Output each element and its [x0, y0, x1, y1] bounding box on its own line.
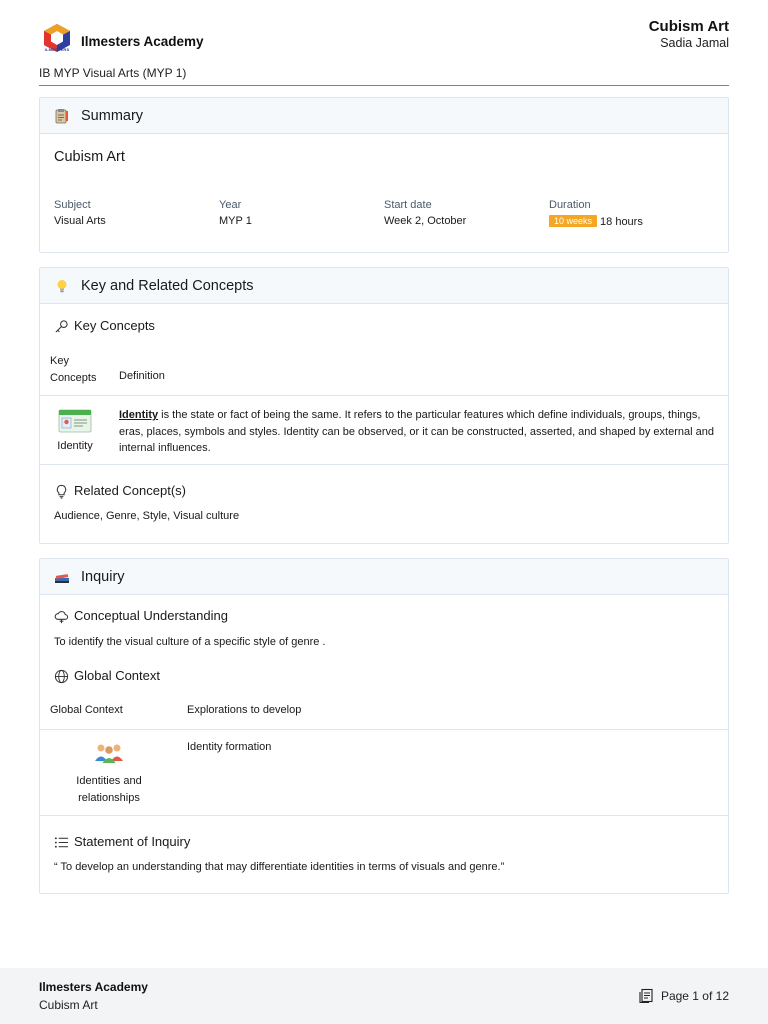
- duration-hours: 18 hours: [600, 216, 643, 228]
- summary-heading: Summary: [81, 108, 144, 124]
- start-date-value: Week 2, October: [384, 215, 467, 227]
- clipboard-icon: [54, 108, 70, 124]
- inquiry-header: [40, 559, 728, 595]
- program-label: IB MYP Visual Arts (MYP 1): [39, 66, 187, 80]
- key-concept-definition: [119, 407, 719, 457]
- start-date-label: Start date: [384, 199, 432, 211]
- lightbulb-icon: [54, 278, 70, 294]
- footer-title: Cubism Art: [39, 998, 98, 1012]
- statement-of-inquiry-heading: Statement of Inquiry: [74, 834, 191, 849]
- people-group-icon: [92, 741, 126, 763]
- year-label: Year: [219, 199, 242, 211]
- key-concepts-heading: Key Concepts: [74, 318, 155, 333]
- explorations-col-header: Explorations to develop: [187, 704, 302, 716]
- concepts-header: [40, 268, 728, 304]
- gc-name-line2: relationships: [78, 791, 140, 804]
- books-icon: [54, 569, 70, 585]
- duration-label: Duration: [549, 199, 591, 211]
- document-author: Sadia Jamal: [660, 36, 729, 50]
- year-value: MYP 1: [219, 215, 252, 227]
- page-number: Page 1 of 12: [660, 989, 729, 1003]
- page-header: [39, 16, 729, 86]
- key-concept-name: Identity: [57, 440, 93, 452]
- key-col-line1: Key: [50, 355, 69, 367]
- summary-header: [40, 98, 728, 134]
- global-context-bottom-divider: [40, 815, 728, 816]
- related-concepts-value: Audience, Genre, Style, Visual culture: [54, 510, 240, 522]
- duration-weeks-badge: 10 weeks: [549, 215, 597, 227]
- academy-name: Ilmesters Academy: [81, 34, 204, 49]
- header-divider: [39, 85, 729, 86]
- inquiry-heading: Inquiry: [81, 569, 125, 585]
- global-context-col-header: Global Context: [50, 704, 123, 716]
- statement-of-inquiry-text: “ To develop an understanding that may differentiate identities in terms of visuals and genre.”: [54, 861, 505, 873]
- footer-brand: Ilmesters Academy: [39, 980, 148, 994]
- related-concepts-heading: Related Concept(s): [74, 483, 186, 498]
- page-footer: [0, 968, 768, 1024]
- bulb-outline-icon: [54, 484, 69, 499]
- key-col-line2: Concepts: [50, 372, 97, 384]
- pages-icon: [638, 988, 654, 1004]
- exploration-value: Identity formation: [187, 741, 272, 753]
- key-concepts-bottom-divider: [40, 464, 728, 465]
- logo-text: ILMESTERS: [44, 47, 70, 52]
- summary-card: [39, 97, 729, 253]
- conceptual-understanding-heading: Conceptual Understanding: [74, 608, 228, 623]
- subject-value: Visual Arts: [54, 215, 106, 227]
- conceptual-understanding-text: To identify the visual culture of a specific style of genre .: [54, 636, 326, 648]
- definition-term: Identity: [119, 409, 159, 421]
- document-title: Cubism Art: [648, 18, 729, 35]
- list-icon: [54, 835, 69, 850]
- gc-name-line1: Identities and: [76, 775, 142, 787]
- key-icon: [54, 319, 69, 334]
- global-context-table-divider: [40, 729, 728, 730]
- unit-title: Cubism Art: [54, 149, 125, 165]
- duration-value: [549, 215, 643, 228]
- key-concepts-col-header: [50, 353, 96, 387]
- globe-icon: [54, 669, 69, 684]
- inquiry-card: [39, 558, 729, 894]
- global-context-name: [54, 773, 164, 806]
- concepts-heading: Key and Related Concepts: [81, 278, 254, 294]
- id-card-icon: [58, 409, 92, 433]
- definition-col-header: Definition: [119, 370, 165, 382]
- definition-text: is the state or fact of being the same. It refers to the particular features which define individuals, groups, things, eras, places, symbols and styles. Identity can be observed, or it can be constructed, asserted, and shaped by external and internal influences.: [119, 409, 714, 454]
- table-divider: [40, 395, 728, 396]
- concepts-card: [39, 267, 729, 544]
- global-context-heading: Global Context: [74, 668, 160, 683]
- cloud-brain-icon: [54, 609, 69, 624]
- subject-label: Subject: [54, 199, 91, 211]
